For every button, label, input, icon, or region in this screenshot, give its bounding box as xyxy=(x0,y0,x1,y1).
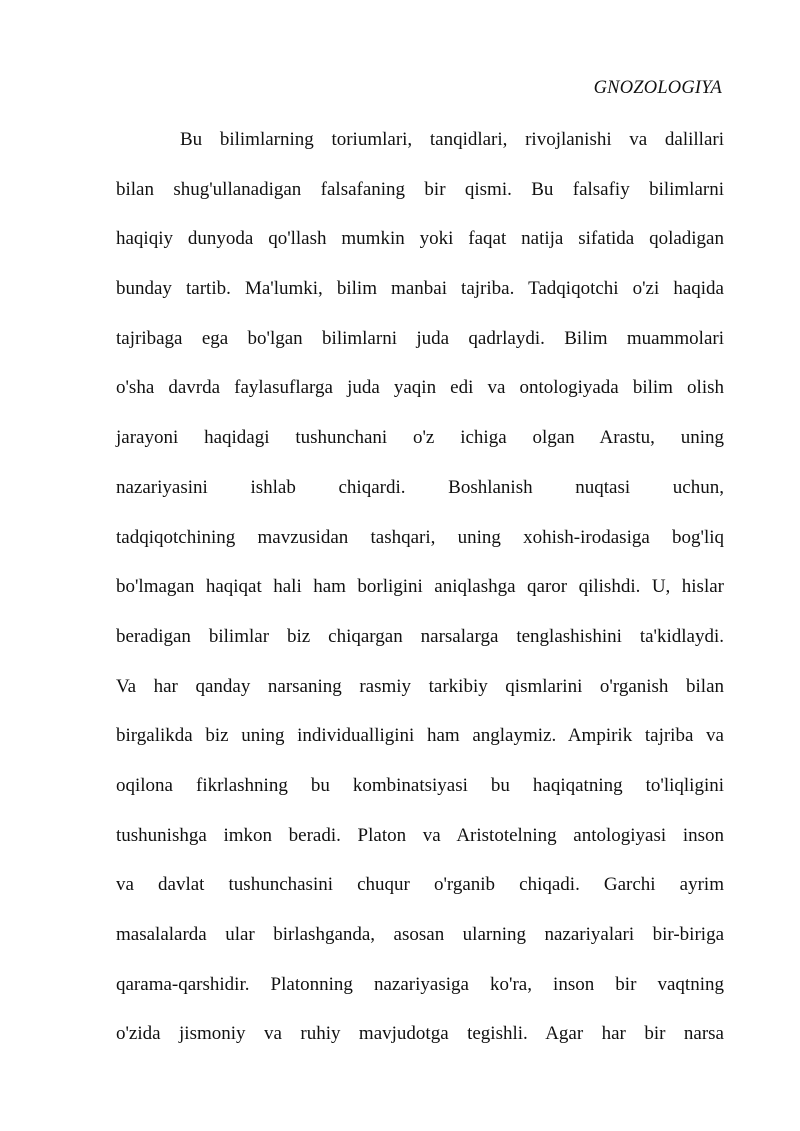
body-paragraph xyxy=(116,122,724,1066)
paragraph-line: tajribaga ega bo'lgan bilimlarni juda qadrlaydi. Bilim muammolari xyxy=(116,327,724,349)
paragraph-line: qarama-qarshidir. Platonning nazariyasiga ko'ra, inson bir vaqtning xyxy=(116,973,724,995)
paragraph-line: Bu bilimlarning toriumlari, tanqidlari, rivojlanishi va dalillari xyxy=(180,129,724,150)
paragraph-line: o'sha davrda faylasuflarga juda yaqin edi va ontologiyada bilim olish xyxy=(116,377,724,399)
paragraph-line: beradigan bilimlar biz chiqargan narsalarga tenglashishini ta'kidlaydi. xyxy=(116,625,724,647)
paragraph-line: birgalikda biz uning individualligini ham anglaymiz. Ampirik tajriba va xyxy=(116,725,724,747)
paragraph-line: jarayoni haqidagi tushunchani o'z ichiga olgan Arastu, uning xyxy=(116,427,724,449)
page-title: GNOZOLOGIYA xyxy=(593,78,722,98)
paragraph-line: va davlat tushunchasini chuqur o'rganib chiqadi. Garchi ayrim xyxy=(116,874,724,896)
paragraph-line: oqilona fikrlashning bu kombinatsiyasi bu haqiqatning to'liqligini xyxy=(116,774,724,796)
paragraph-line: nazariyasini ishlab chiqardi. Boshlanish nuqtasi uchun, xyxy=(116,476,724,498)
paragraph-line: tadqiqotchining mavzusidan tashqari, uning xohish-irodasiga bog'liq xyxy=(116,526,724,548)
paragraph-line: bo'lmagan haqiqat hali ham borligini aniqlashga qaror qilishdi. U, hislar xyxy=(116,576,724,598)
paragraph-line: o'zida jismoniy va ruhiy mavjudotga tegishli. Agar har bir narsa xyxy=(116,1023,724,1045)
paragraph-line: Va har qanday narsaning rasmiy tarkibiy qismlarini o'rganish bilan xyxy=(116,675,724,697)
paragraph-line: tushunishga imkon beradi. Platon va Aristotelning antologiyasi inson xyxy=(116,824,724,846)
paragraph-line: bilan shug'ullanadigan falsafaning bir qismi. Bu falsafiy bilimlarni xyxy=(116,178,724,200)
paragraph-line: masalalarda ular birlashganda, asosan ularning nazariyalari bir-biriga xyxy=(116,924,724,945)
paragraph-line: bunday tartib. Ma'lumki, bilim manbai tajriba. Tadqiqotchi o'zi haqida xyxy=(116,278,724,300)
paragraph-line: haqiqiy dunyoda qo'llash mumkin yoki faqat natija sifatida qoladigan xyxy=(116,228,724,250)
